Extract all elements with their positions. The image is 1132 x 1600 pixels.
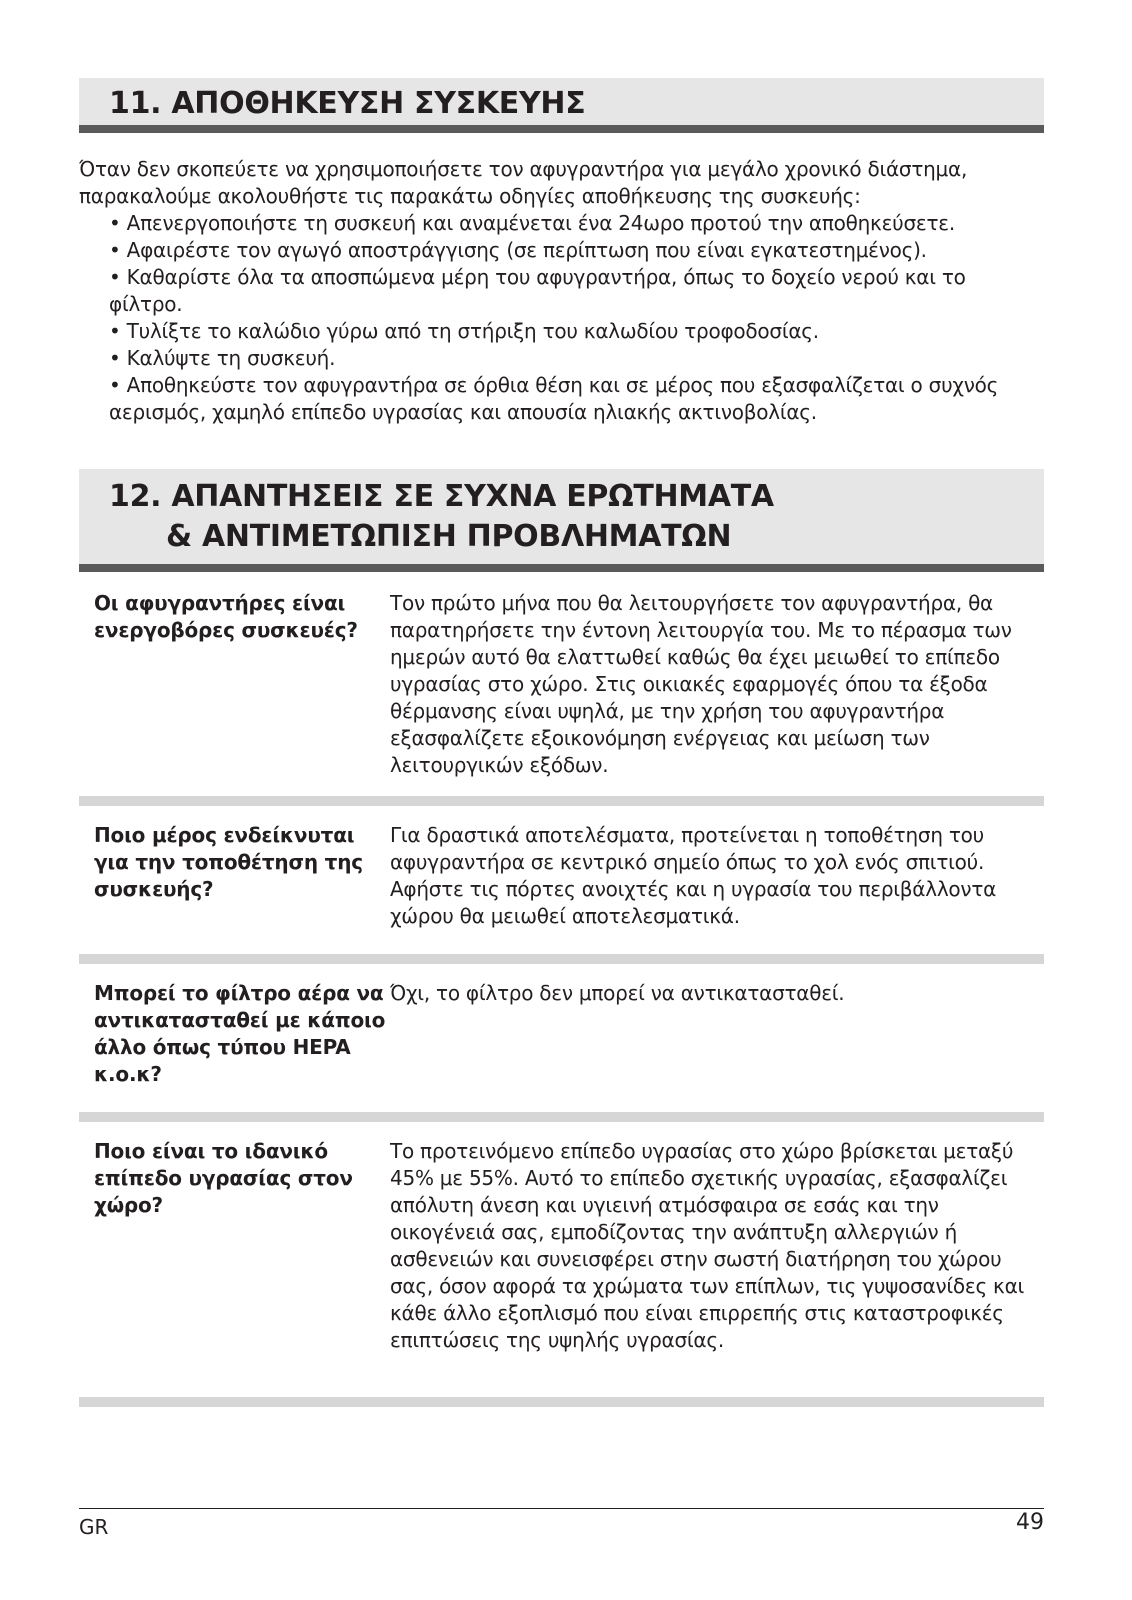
- list-item: • Καλύψτε τη συσκευή.: [109, 346, 336, 370]
- faq-divider: [79, 954, 1044, 964]
- intro-line: Όταν δεν σκοπεύετε να χρησιμοποιήσετε τον αφυγραντήρα για μεγάλο χρονικό διάστημα,: [79, 157, 968, 181]
- section-12-title-line1: 12. ΑΠΑΝΤΗΣΕΙΣ ΣΕ ΣΥΧΝΑ ΕΡΩΤΗΜΑΤΑ: [109, 479, 774, 514]
- storage-instructions-list: [79, 210, 1044, 426]
- footer-language: GR: [79, 1515, 109, 1539]
- section-11-header: [79, 78, 1044, 133]
- faq-answer: Όχι, το φίλτρο δεν μπορεί να αντικατασταθεί.: [390, 981, 845, 1005]
- faq-question: Οι αφυγραντήρες είναι ενεργοβόρες συσκευές?: [94, 591, 358, 642]
- list-item: • Καθαρίστε όλα τα αποσπώμενα μέρη του αφυγραντήρα, όπως το δοχείο νερού και το φίλτρο.: [109, 265, 966, 316]
- faq-row: [79, 1122, 1044, 1397]
- section-11-title: 11. ΑΠΟΘΗΚΕΥΣΗ ΣΥΣΚΕΥΗΣ: [109, 86, 586, 121]
- page-content: [79, 78, 1044, 1407]
- faq-question: Ποιο μέρος ενδείκνυται για την τοποθέτηση της συσκευής?: [94, 823, 363, 901]
- faq-row: [79, 590, 1044, 796]
- footer-divider: [79, 1508, 1044, 1509]
- list-item: • Τυλίξτε το καλώδιο γύρω από τη στήριξη του καλωδίου τροφοδοσίας.: [109, 319, 819, 343]
- faq-divider: [79, 796, 1044, 806]
- section-12-title: [79, 469, 1044, 557]
- faq-answer: Τον πρώτο μήνα που θα λειτουργήσετε τον αφυγραντήρα, θα παρατηρήσετε την έντονη λειτουργία του. Με το πέρασμα των ημερών αυτό θα ελαττωθεί καθώς θα έχει μειωθεί το επίπεδο υγρασίας στο χώρο. Στις οικιακές εφαρμογές όπου τα έξοδα θέρμανσης είναι υψηλά, με την χρήση του αφυγραντήρα εξασφαλίζετε εξοικονόμηση ενέργειας και μείωση των λειτουργικών εξόδων.: [390, 591, 1012, 777]
- faq-divider: [79, 1397, 1044, 1407]
- page-number: 49: [1016, 1510, 1044, 1535]
- faq-answer: Για δραστικά αποτελέσματα, προτείνεται η τοποθέτηση του αφυγραντήρα σε κεντρικό σημείο όπως το χολ ενός σπιτιού. Αφήστε τις πόρτες ανοιχτές και η υγρασία του περιβάλλοντα χώρου θα μειωθεί αποτελεσματικά.: [390, 823, 997, 928]
- faq-divider: [79, 1112, 1044, 1122]
- faq-question: Μπορεί το φίλτρο αέρα να αντικατασταθεί με κάποιο άλλο όπως τύπου HEPA κ.ο.κ?: [94, 981, 386, 1086]
- section-12-title-line2: & ΑΝΤΙΜΕΤΩΠΙΣΗ ΠΡΟΒΛΗΜΑΤΩΝ: [166, 519, 732, 554]
- faq-answer: Το προτεινόμενο επίπεδο υγρασίας στο χώρο βρίσκεται μεταξύ 45% με 55%. Αυτό το επίπεδο σχετικής υγρασίας, εξασφαλίζει απόλυτη άνεση και υγιεινή ατμόσφαιρα σε εσάς και την οικογένειά σας, εμποδίζοντας την ανάπτυξη αλλεργιών ή ασθενειών και συνεισφέρει στην σωστή διατήρηση του χώρου σας, όσον αφορά τα χρώματα των επίπλων, τις γυψοσανίδες και κάθε άλλο εξοπλισμό που είναι επιρρεπής στις καταστροφικές επιπτώσεις της υψηλής υγρασίας.: [390, 1139, 1025, 1352]
- section-12-header: [79, 469, 1044, 572]
- faq-row: [79, 806, 1044, 954]
- faq-row: [79, 964, 1044, 1112]
- list-item: • Αφαιρέστε τον αγωγό αποστράγγισης (σε περίπτωση που είναι εγκατεστημένος).: [109, 238, 927, 262]
- intro-line: παρακαλούμε ακολουθήστε τις παρακάτω οδηγίες αποθήκευσης της συσκευής:: [79, 184, 861, 208]
- list-item: • Αποθηκεύστε τον αφυγραντήρα σε όρθια θέση και σε μέρος που εξασφαλίζεται ο συχνός αερισμός, χαμηλό επίπεδο υγρασίας και απουσία ηλιακής ακτινοβολίας.: [109, 373, 999, 424]
- storage-intro: [79, 156, 1044, 210]
- list-item: • Απενεργοποιήστε τη συσκευή και αναμένεται ένα 24ωρο προτού την αποθηκεύσετε.: [109, 211, 955, 235]
- faq-question: Ποιο είναι το ιδανικό επίπεδο υγρασίας στον χώρο?: [94, 1139, 353, 1217]
- faq-table: [79, 590, 1044, 1407]
